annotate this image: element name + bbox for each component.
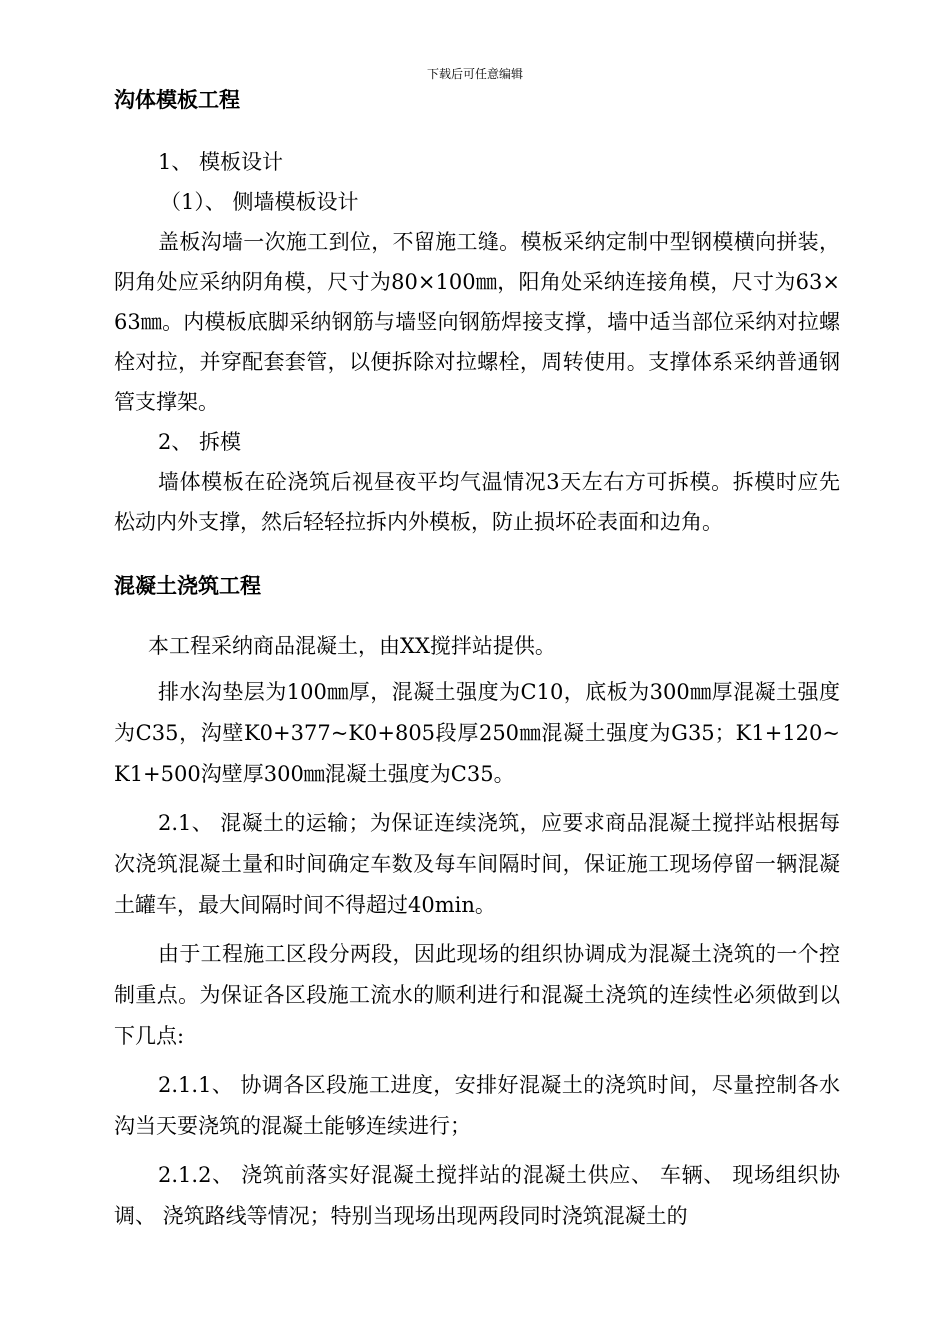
paragraph-commercial-concrete: 本工程采纳商品混凝土，由XX搅拌站提供。 <box>148 634 556 658</box>
paragraph-point-2-1-2: 2.1.2、 浇筑前落实好混凝土搅拌站的混凝土供应、 车辆、 现场组织协调、 浇筑路线等情况；特别当现场出现两段同时浇筑混凝土的 <box>114 1163 840 1228</box>
paragraph-site-coordination: 由于工程施工区段分两段，因此现场的组织协调成为混凝土浇筑的一个控制重点。为保证各区段施工流水的顺利进行和混凝土浇筑的连续性必须做到以下几点: <box>114 942 840 1048</box>
item-form-removal: 2、 拆模 <box>158 430 242 454</box>
document-body <box>114 82 840 1237</box>
paragraph-concrete-transport: 2.1、 混凝土的运输；为保证连续浇筑，应要求商品混凝土搅拌站根据每次浇筑混凝土量和时间确定车数及每车间隔时间，保证施工现场停留一辆混凝土罐车，最大间隔时间不得超过40min。 <box>114 811 840 917</box>
paragraph-formwork-description: 盖板沟墙一次施工到位，不留施工缝。模板采纳定制中型钢模横向拼装，阴角处应采纳阴角模，尺寸为80×100㎜，阳角处采纳连接角模，尺寸为63×63㎜。内模板底脚采纳钢筋与墙竖向钢筋焊接支撑，墙中适当部位采纳对拉螺栓对拉，并穿配套套管，以便拆除对拉螺栓，周转使用。支撑体系采纳普通钢管支撑架。 <box>114 230 840 414</box>
paragraph-form-removal: 墙体模板在砼浇筑后视昼夜平均气温情况3天左右方可拆模。拆模时应先松动内外支撑，然后轻轻拉拆内外模板，防止损坏砼表面和边角。 <box>114 470 840 534</box>
paragraph-point-2-1-1: 2.1.1、 协调各区段施工进度，安排好混凝土的浇筑时间，尽量控制各水沟当天要浇筑的混凝土能够连续进行； <box>114 1073 840 1138</box>
item-side-wall-design: （1）、 侧墙模板设计 <box>160 190 359 214</box>
section-title-concrete: 混凝土浇筑工程 <box>114 574 261 598</box>
item-formwork-design: 1、 模板设计 <box>158 150 284 174</box>
page-header-note: 下载后可任意编辑 <box>426 67 523 81</box>
paragraph-concrete-strength: 排水沟垫层为100㎜厚，混凝土强度为C10，底板为300㎜厚混凝土强度为C35，沟壁K0+377~K0+805段厚250㎜混凝土强度为G35；K1+120~K1+500沟壁厚300㎜混凝土强度为C35。 <box>114 680 840 786</box>
section-title-formwork: 沟体模板工程 <box>114 88 240 112</box>
